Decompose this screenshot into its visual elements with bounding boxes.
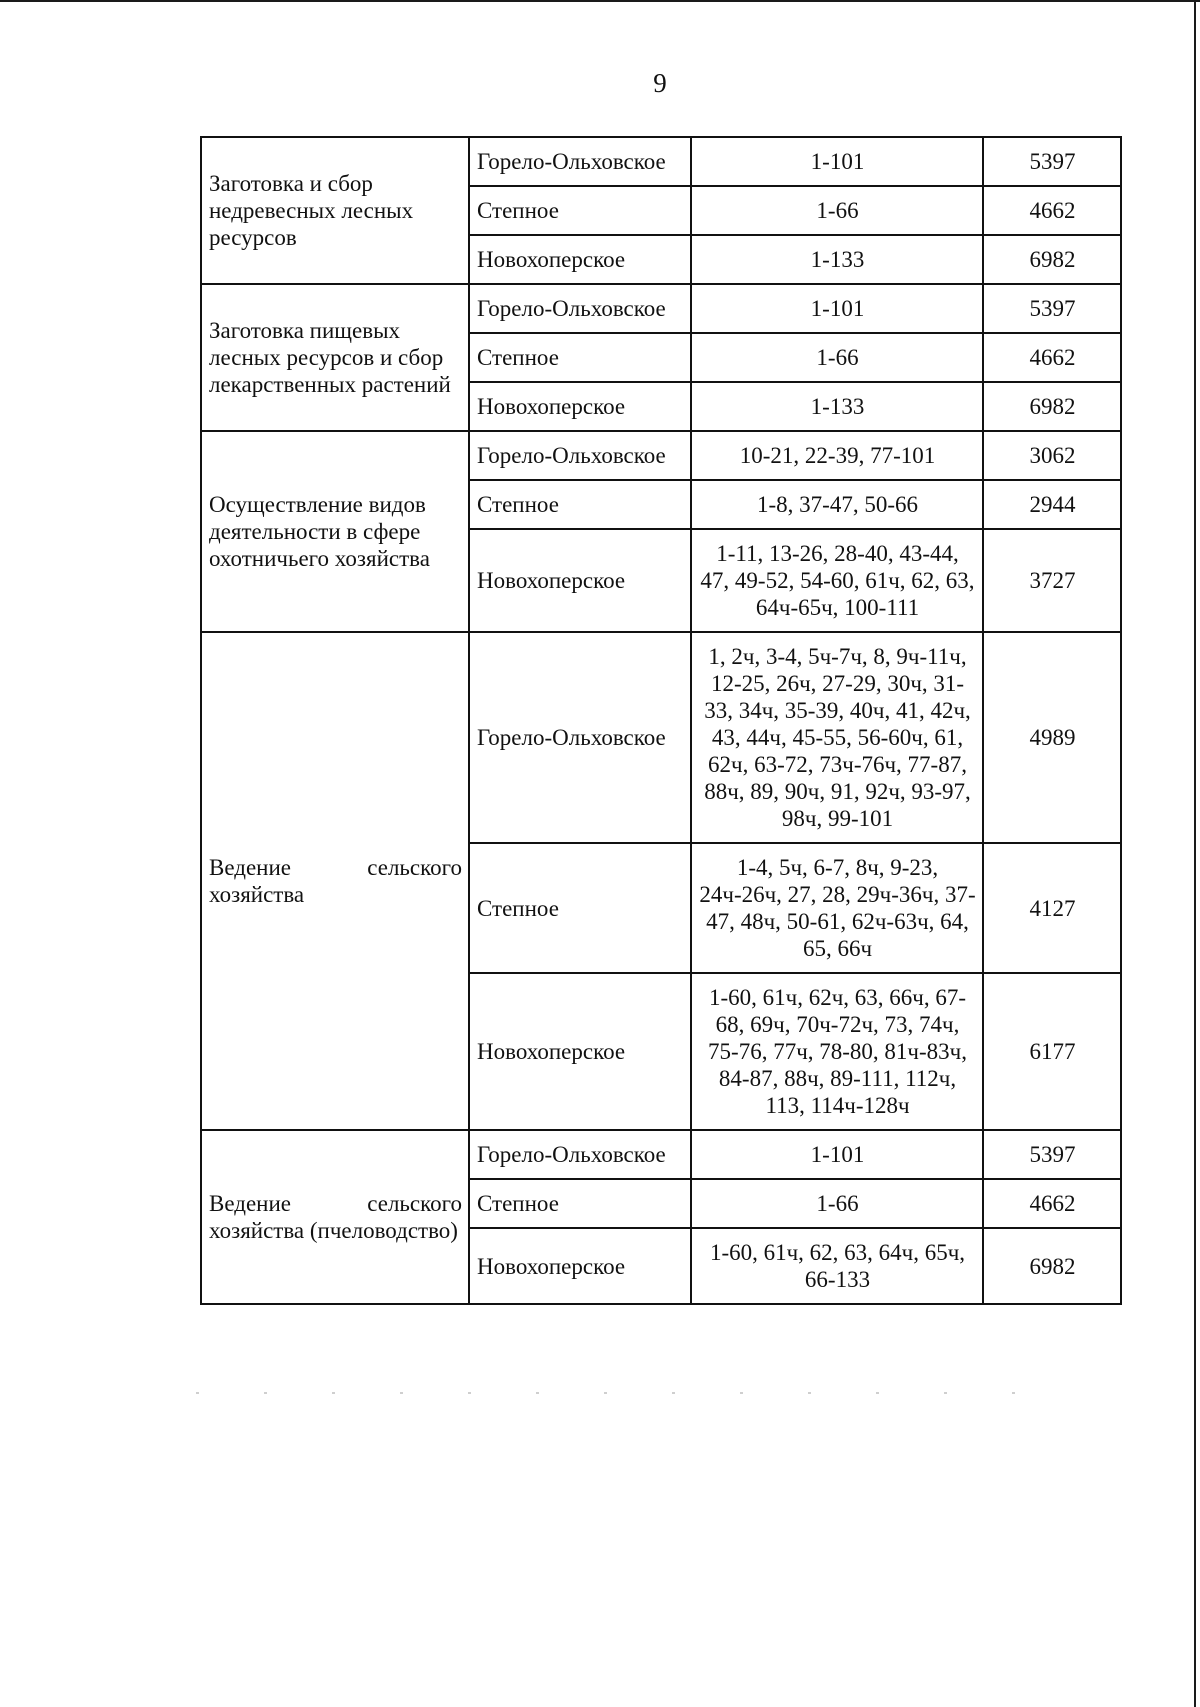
area-cell: 6982 [983, 235, 1121, 284]
area-cell: 6982 [983, 1228, 1121, 1304]
quarters-cell: 1-66 [691, 186, 983, 235]
area-cell: 5397 [983, 137, 1121, 186]
activity-cell: Осуществление видов деятельности в сфере охотничьего хозяйства [201, 431, 469, 632]
quarters-cell: 1-8, 37-47, 50-66 [691, 480, 983, 529]
forestry-cell: Новохоперское [469, 529, 691, 632]
forestry-cell: Степное [469, 1179, 691, 1228]
area-cell: 3062 [983, 431, 1121, 480]
table-row [201, 1130, 1121, 1179]
quarters-cell: 1-133 [691, 235, 983, 284]
page-number: 9 [653, 68, 667, 98]
quarters-cell: 1-101 [691, 137, 983, 186]
forestry-cell: Горело-Ольховское [469, 1130, 691, 1179]
table-row [201, 284, 1121, 333]
forestry-cell: Новохоперское [469, 1228, 691, 1304]
quarters-cell: 1-66 [691, 333, 983, 382]
quarters-cell: 1-66 [691, 1179, 983, 1228]
scan-edge-top [0, 0, 1200, 2]
forestry-cell: Новохоперское [469, 235, 691, 284]
area-cell: 5397 [983, 284, 1121, 333]
area-cell: 4127 [983, 843, 1121, 973]
area-cell: 4662 [983, 186, 1121, 235]
scan-edge-right [1194, 0, 1196, 1707]
area-cell: 3727 [983, 529, 1121, 632]
forestry-cell: Горело-Ольховское [469, 431, 691, 480]
quarters-cell: 10-21, 22-39, 77-101 [691, 431, 983, 480]
quarters-cell: 1, 2ч, 3-4, 5ч-7ч, 8, 9ч-11ч, 12-25, 26ч, 27-29, 30ч, 31-33, 34ч, 35-39, 40ч, 41, 42ч, 43, 44ч, 45-55, 56-60ч, 61, 62ч, 63-72, 73ч-76ч, 77-87, 88ч, 89, 90ч, 91, 92ч, 93-97, 98ч, 99-101 [691, 632, 983, 843]
area-cell: 2944 [983, 480, 1121, 529]
quarters-cell: 1-101 [691, 284, 983, 333]
table-row [201, 632, 1121, 843]
activity-cell: Заготовка и сбор недревесных лесных ресурсов [201, 137, 469, 284]
area-cell: 4662 [983, 1179, 1121, 1228]
quarters-cell: 1-60, 61ч, 62ч, 63, 66ч, 67-68, 69ч, 70ч-72ч, 73, 74ч, 75-76, 77ч, 78-80, 81ч-83ч, 84-87, 88ч, 89-111, 112ч, 113, 114ч-128ч [691, 973, 983, 1130]
quarters-cell: 1-11, 13-26, 28-40, 43-44, 47, 49-52, 54-60, 61ч, 62, 63, 64ч-65ч, 100-111 [691, 529, 983, 632]
forest-use-table [200, 136, 1122, 1305]
forestry-cell: Горело-Ольховское [469, 284, 691, 333]
area-cell: 6177 [983, 973, 1121, 1130]
area-cell: 4989 [983, 632, 1121, 843]
forestry-cell: Новохоперское [469, 973, 691, 1130]
activity-cell: Ведение сельского хозяйства [201, 632, 469, 1130]
quarters-cell: 1-60, 61ч, 62, 63, 64ч, 65ч, 66-133 [691, 1228, 983, 1304]
activity-cell: Заготовка пищевых лесных ресурсов и сбор лекарственных растений [201, 284, 469, 431]
forestry-cell: Степное [469, 843, 691, 973]
forestry-cell: Степное [469, 186, 691, 235]
quarters-cell: 1-101 [691, 1130, 983, 1179]
quarters-cell: 1-4, 5ч, 6-7, 8ч, 9-23, 24ч-26ч, 27, 28, 29ч-36ч, 37-47, 48ч, 50-61, 62ч-63ч, 64, 65, 66ч [691, 843, 983, 973]
area-cell: 5397 [983, 1130, 1121, 1179]
forestry-cell: Новохоперское [469, 382, 691, 431]
forestry-cell: Степное [469, 480, 691, 529]
area-cell: 6982 [983, 382, 1121, 431]
quarters-cell: 1-133 [691, 382, 983, 431]
table-row [201, 137, 1121, 186]
table-row [201, 431, 1121, 480]
forestry-cell: Степное [469, 333, 691, 382]
forestry-cell: Горело-Ольховское [469, 137, 691, 186]
activity-cell: Ведение сельского хозяйства (пчеловодство) [201, 1130, 469, 1304]
scan-noise-dots [196, 1392, 1076, 1394]
forestry-cell: Горело-Ольховское [469, 632, 691, 843]
area-cell: 4662 [983, 333, 1121, 382]
